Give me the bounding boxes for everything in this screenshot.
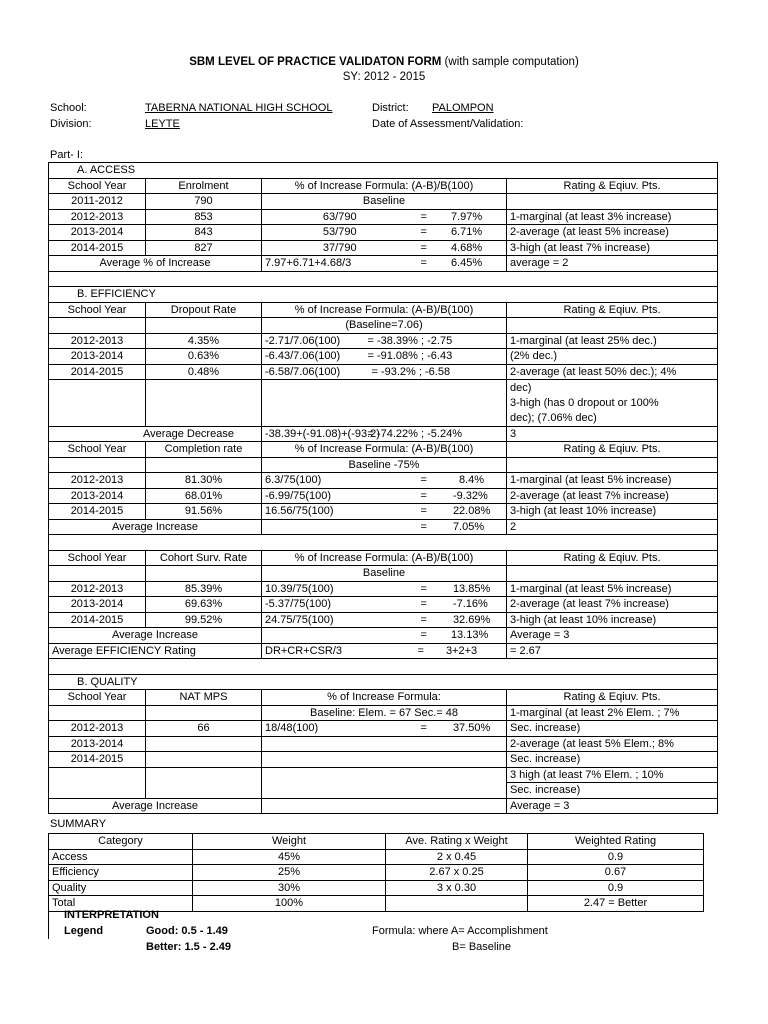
cell: 2-average (at least 5% increase) <box>507 225 718 241</box>
part-label: Part- I: <box>50 149 84 161</box>
cell: 2013-2014 <box>49 488 146 504</box>
value: 13.13% <box>450 629 489 642</box>
completion-header-rating: Rating & Eqiuv. Pts. <box>507 442 718 458</box>
completion-baseline: Baseline -75% <box>262 457 507 473</box>
summary-title: SUMMARY <box>50 818 107 830</box>
cell: 2012-2013 <box>49 333 146 349</box>
efficiency-rating-row <box>49 643 718 659</box>
cell: 827 <box>146 240 262 256</box>
empty-cell <box>262 628 418 644</box>
cell: 0.9 <box>528 880 704 896</box>
cell: 1-marginal (at least 5% increase) <box>507 581 718 597</box>
cell: 1-marginal (at least 5% increase) <box>507 473 718 489</box>
cell: 3 high (at least 7% Elem. ; 10% <box>507 767 718 783</box>
cohort-average-row <box>49 628 718 644</box>
division-value: LEYTE <box>145 118 180 130</box>
quality-section-row <box>49 674 718 690</box>
cohort-header-formula: % of Increase Formula: (A-B)/B(100) <box>262 550 507 566</box>
legend-label-text: Legend <box>64 925 104 937</box>
dropout-header-row <box>49 302 718 318</box>
cell: 2.67 x 0.25 <box>386 865 528 881</box>
table-row <box>49 736 718 752</box>
cohort-header-row <box>49 550 718 566</box>
empty-cell <box>49 380 146 427</box>
cell: 2014-2015 <box>49 504 146 520</box>
spacer-row <box>49 659 718 675</box>
cell: 81.30% <box>146 473 262 489</box>
cohort-average-rating: Average = 3 <box>507 628 718 644</box>
efficiency-rating-label: Average EFFICIENCY Rating <box>49 643 262 659</box>
summary-header-row <box>49 834 704 850</box>
cell <box>418 488 507 504</box>
access-header-rating: Rating & Eqiuv. Pts. <box>507 178 718 194</box>
interpretation-border <box>48 909 49 939</box>
efficiency-rating-value: = 2.67 <box>507 643 718 659</box>
quality-header-row <box>49 690 718 706</box>
completion-header-row <box>49 442 718 458</box>
cell: 10.39/75(100) <box>262 581 418 597</box>
eq-sign: = <box>420 226 427 239</box>
cell: = -93.2% ; -6.58 <box>358 364 507 380</box>
cell: 4.35% <box>146 333 262 349</box>
spacer-cell <box>49 659 718 675</box>
form-title-bold: SBM LEVEL OF PRACTICE VALIDATON FORM <box>189 56 442 68</box>
cell: Total <box>49 896 193 912</box>
access-average-rating: average = 2 <box>507 256 718 272</box>
dropout-header-year: School Year <box>49 302 146 318</box>
eq-sign: = <box>420 613 427 626</box>
quality-baseline: Baseline: Elem. = 67 Sec.= 48 <box>262 705 507 721</box>
cell: dec) <box>507 380 718 396</box>
efficiency-section-title: B. EFFICIENCY <box>49 287 718 303</box>
cell <box>418 473 507 489</box>
cell: 2.47 = Better <box>528 896 704 912</box>
cell: Sec. increase) <box>507 721 718 737</box>
efficiency-rating-sum <box>418 643 507 659</box>
cell: Sec. increase) <box>507 752 718 768</box>
empty-cell <box>262 519 418 535</box>
empty-cell <box>507 318 718 334</box>
table-row <box>49 473 718 489</box>
dropout-average-formula: -38.39+(-91.08)+(-93.2) <box>262 426 358 442</box>
quality-average-rating: Average = 3 <box>507 798 718 814</box>
dropout-average-rating: 3 <box>507 426 718 442</box>
efficiency-section-row <box>49 287 718 303</box>
cell: 30% <box>193 880 386 896</box>
cohort-average-value <box>418 628 507 644</box>
cell: 2 x 0.45 <box>386 849 528 865</box>
cell: 2-average (at least 50% dec.); 4% <box>507 364 718 380</box>
completion-average-value <box>418 519 507 535</box>
cell: 2012-2013 <box>49 473 146 489</box>
value: -9.32% <box>452 489 488 502</box>
table-row <box>49 225 718 241</box>
cell: 25% <box>193 865 386 881</box>
access-baseline-enrol: 790 <box>146 194 262 210</box>
cell: 2014-2015 <box>49 240 146 256</box>
table-row <box>49 767 718 783</box>
empty-cell <box>49 705 146 721</box>
empty-cell <box>49 318 146 334</box>
interpretation-title <box>64 909 159 921</box>
summary-header-weight: Weight <box>193 834 386 850</box>
eq-sign: = <box>417 644 424 657</box>
summary-header-category: Category <box>49 834 193 850</box>
cell <box>418 597 507 613</box>
value: 37.50% <box>452 722 491 735</box>
value: 7.05% <box>452 520 485 533</box>
cell: 3-high (has 0 dropout or 100% <box>507 395 718 411</box>
cell: 2013-2014 <box>49 349 146 365</box>
cohort-header-year: School Year <box>49 550 146 566</box>
empty-cell <box>146 318 262 334</box>
validation-table <box>48 162 718 814</box>
empty-cell <box>507 566 718 582</box>
quality-average-label: Average Increase <box>49 798 262 814</box>
cell: 3-high (at least 10% increase) <box>507 612 718 628</box>
value: 4.68% <box>450 241 483 254</box>
cell: 0.48% <box>146 364 262 380</box>
table-row <box>49 721 718 737</box>
cell: 2012-2013 <box>49 721 146 737</box>
cell: 2012-2013 <box>49 581 146 597</box>
cell: 18/48(100) <box>262 721 418 737</box>
completion-average-row <box>49 519 718 535</box>
legend-label <box>64 925 103 937</box>
quality-header-formula: % of Increase Formula: <box>262 690 507 706</box>
cell: 1-marginal (at least 3% increase) <box>507 209 718 225</box>
value: 7.97% <box>450 210 483 223</box>
cell: 2013-2014 <box>49 736 146 752</box>
eq-sign: = <box>420 257 427 270</box>
dropout-average-value: = -74.22% ; -5.24% <box>358 426 507 442</box>
table-row <box>49 865 704 881</box>
cell: 2-average (at least 7% increase) <box>507 488 718 504</box>
summary-table <box>48 833 704 912</box>
eq-sign: = <box>420 489 427 502</box>
empty-cell <box>262 380 507 427</box>
eq-sign: = <box>420 505 427 518</box>
value: 6.45% <box>450 257 483 270</box>
empty-cell <box>507 194 718 210</box>
cell: 2-average (at least 7% increase) <box>507 597 718 613</box>
value: -7.16% <box>452 598 488 611</box>
cell: (2% dec.) <box>507 349 718 365</box>
empty-cell <box>49 566 146 582</box>
eq-sign: = <box>420 241 427 254</box>
empty-cell <box>146 736 262 752</box>
table-row <box>49 752 718 768</box>
cell: 2013-2014 <box>49 597 146 613</box>
cell <box>418 504 507 520</box>
cell: 45% <box>193 849 386 865</box>
table-row <box>49 880 704 896</box>
cell: 16.56/75(100) <box>262 504 418 520</box>
table-row <box>49 457 718 473</box>
legend-good-text: Good: 0.5 - 1.49 <box>146 925 228 937</box>
cell <box>418 581 507 597</box>
cohort-header-rating: Rating & Eqiuv. Pts. <box>507 550 718 566</box>
cohort-average-label: Average Increase <box>49 628 262 644</box>
cell: 853 <box>146 209 262 225</box>
cell: 0.9 <box>528 849 704 865</box>
cell: dec); (7.06% dec) <box>507 411 718 427</box>
cohort-baseline: Baseline <box>262 566 507 582</box>
spacer-cell <box>49 271 718 287</box>
completion-average-label: Average Increase <box>49 519 262 535</box>
cell: 2014-2015 <box>49 752 146 768</box>
empty-cell <box>146 566 262 582</box>
cell: 53/790 <box>262 225 418 241</box>
quality-section-title: B. QUALITY <box>49 674 718 690</box>
cell: Access <box>49 849 193 865</box>
empty-cell <box>262 736 507 752</box>
value: 13.85% <box>452 582 491 595</box>
cell: 0.63% <box>146 349 262 365</box>
completion-average-rating: 2 <box>507 519 718 535</box>
cell: 2013-2014 <box>49 225 146 241</box>
quality-header-year: School Year <box>49 690 146 706</box>
dropout-average-row <box>49 426 718 442</box>
spacer-row <box>49 271 718 287</box>
eq-sign: = <box>420 582 427 595</box>
completion-header-rate: Completion rate <box>146 442 262 458</box>
form-title <box>0 56 768 68</box>
eq-sign: = <box>420 629 427 642</box>
table-row <box>49 488 718 504</box>
cell: -2.71/7.06(100) <box>262 333 358 349</box>
cell: 2014-2015 <box>49 364 146 380</box>
empty-cell <box>49 767 146 798</box>
table-row <box>49 504 718 520</box>
access-section-title: A. ACCESS <box>49 163 718 179</box>
access-header-row <box>49 178 718 194</box>
cell: 3-high (at least 10% increase) <box>507 504 718 520</box>
cell <box>418 721 507 737</box>
table-row <box>49 318 718 334</box>
eq-sign: = <box>420 474 427 487</box>
table-row <box>49 566 718 582</box>
access-section-row <box>49 163 718 179</box>
cell: 66 <box>146 721 262 737</box>
cell: 2012-2013 <box>49 209 146 225</box>
value: 22.08% <box>452 505 491 518</box>
access-header-year: School Year <box>49 178 146 194</box>
baseline-note: B= Baseline <box>452 941 512 953</box>
date-label: Date of Assessment/Validation: <box>372 118 524 130</box>
empty-cell <box>262 798 507 814</box>
formula-note: Formula: where A= Accomplishment <box>372 925 548 937</box>
division-label: Division: <box>50 118 92 130</box>
access-average-row <box>49 256 718 272</box>
cell: 0.67 <box>528 865 704 881</box>
eq-sign: = <box>420 722 427 735</box>
summary-header-weighted: Weighted Rating <box>528 834 704 850</box>
cell <box>418 240 507 256</box>
cell: Efficiency <box>49 865 193 881</box>
cell: 37/790 <box>262 240 418 256</box>
empty-cell <box>49 457 146 473</box>
cell: 2014-2015 <box>49 612 146 628</box>
dropout-header-formula: % of Increase Formula: (A-B)/B(100) <box>262 302 507 318</box>
school-year-title: SY: 2012 - 2015 <box>342 71 426 83</box>
cell: 1-marginal (at least 2% Elem. ; 7% <box>507 705 718 721</box>
dropout-average-label: Average Decrease <box>49 426 262 442</box>
table-row <box>49 612 718 628</box>
cell: -6.43/7.06(100) <box>262 349 358 365</box>
cell: Quality <box>49 880 193 896</box>
access-header-enrolment: Enrolment <box>146 178 262 194</box>
empty-cell <box>262 767 507 798</box>
empty-cell <box>262 752 507 768</box>
legend-better-text: Better: 1.5 - 2.49 <box>146 941 231 953</box>
empty-cell <box>146 457 262 473</box>
cell: 843 <box>146 225 262 241</box>
cell: 69.63% <box>146 597 262 613</box>
eq-sign: = <box>420 598 427 611</box>
cell <box>386 896 528 912</box>
quality-header-nat: NAT MPS <box>146 690 262 706</box>
cell: -6.58/7.06(100) <box>262 364 358 380</box>
spacer-row <box>49 535 718 551</box>
access-baseline-label: Baseline <box>262 194 507 210</box>
completion-header-year: School Year <box>49 442 146 458</box>
legend-good <box>146 925 228 937</box>
summary-header-ave: Ave. Rating x Weight <box>386 834 528 850</box>
table-row <box>49 849 704 865</box>
access-average-value <box>418 256 507 272</box>
empty-cell <box>146 767 262 798</box>
cell: 85.39% <box>146 581 262 597</box>
table-row <box>49 333 718 349</box>
cell: 100% <box>193 896 386 912</box>
value: 8.4% <box>458 474 485 487</box>
cell: = -91.08% ; -6.43 <box>358 349 507 365</box>
cell: Sec. increase) <box>507 783 718 799</box>
school-label: School: <box>50 102 87 114</box>
dropout-baseline: (Baseline=7.06) <box>262 318 507 334</box>
cell: 3 x 0.30 <box>386 880 528 896</box>
dropout-header-rating: Rating & Eqiuv. Pts. <box>507 302 718 318</box>
value: 3+2+3 <box>445 644 478 657</box>
efficiency-rating-formula: DR+CR+CSR/3 <box>262 643 418 659</box>
table-row <box>49 380 718 396</box>
cell: 1-marginal (at least 25% dec.) <box>507 333 718 349</box>
table-row <box>49 597 718 613</box>
access-average-formula: 7.97+6.71+4.68/3 <box>262 256 418 272</box>
table-row <box>49 194 718 210</box>
empty-cell <box>507 457 718 473</box>
district-value: PALOMPON <box>432 102 494 114</box>
district-label: District: <box>372 102 409 114</box>
cell: 63/790 <box>262 209 418 225</box>
table-row <box>49 364 718 380</box>
quality-average-row <box>49 798 718 814</box>
table-row <box>49 581 718 597</box>
interpretation-title-text: INTERPRETATION <box>64 909 159 921</box>
cell <box>418 225 507 241</box>
value: 6.71% <box>450 226 483 239</box>
cell: -6.99/75(100) <box>262 488 418 504</box>
table-row <box>49 209 718 225</box>
cell: 99.52% <box>146 612 262 628</box>
completion-header-formula: % of Increase Formula: (A-B)/B(100) <box>262 442 507 458</box>
cell <box>418 209 507 225</box>
cell: 91.56% <box>146 504 262 520</box>
spacer-cell <box>49 535 718 551</box>
empty-cell <box>146 705 262 721</box>
cell: 3-high (at least 7% increase) <box>507 240 718 256</box>
table-row <box>49 705 718 721</box>
legend-better <box>146 941 231 953</box>
cell: = -38.39% ; -2.75 <box>358 333 507 349</box>
dropout-header-rate: Dropout Rate <box>146 302 262 318</box>
cell: 2-average (at least 5% Elem.; 8% <box>507 736 718 752</box>
access-average-label: Average % of Increase <box>49 256 262 272</box>
empty-cell <box>146 752 262 768</box>
cell: 24.75/75(100) <box>262 612 418 628</box>
cell: -5.37/75(100) <box>262 597 418 613</box>
value: 32.69% <box>452 613 491 626</box>
table-row <box>49 349 718 365</box>
cell: 68.01% <box>146 488 262 504</box>
school-value: TABERNA NATIONAL HIGH SCHOOL <box>145 102 333 114</box>
access-header-formula: % of Increase Formula: (A-B)/B(100) <box>262 178 507 194</box>
table-row <box>49 240 718 256</box>
empty-cell <box>146 380 262 427</box>
eq-sign: = <box>420 210 427 223</box>
cell: 6.3/75(100) <box>262 473 418 489</box>
eq-sign: = <box>420 520 427 533</box>
cell <box>418 612 507 628</box>
form-title-rest: (with sample computation) <box>441 56 579 68</box>
quality-header-rating: Rating & Eqiuv. Pts. <box>507 690 718 706</box>
cohort-header-rate: Cohort Surv. Rate <box>146 550 262 566</box>
access-baseline-year: 2011-2012 <box>49 194 146 210</box>
